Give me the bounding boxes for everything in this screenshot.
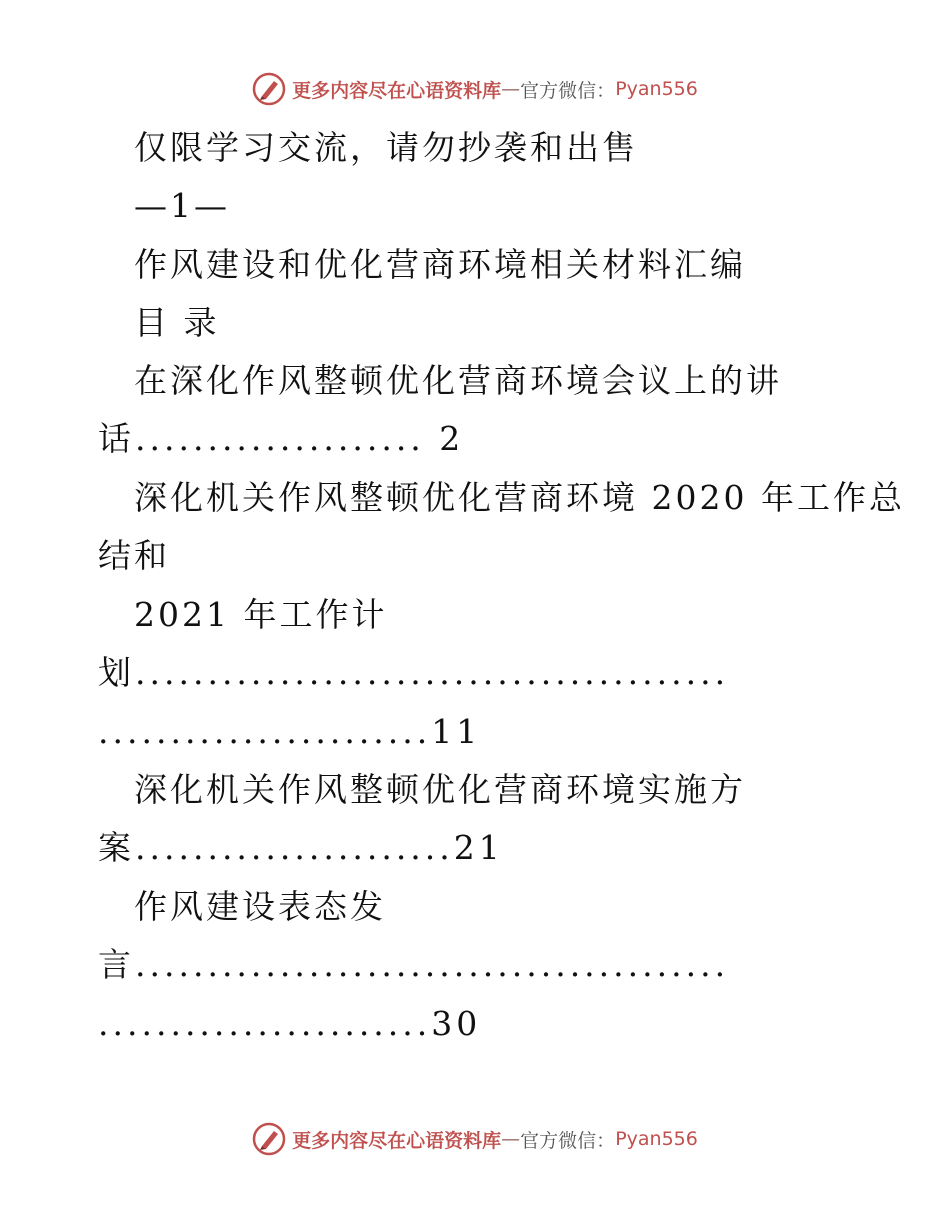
toc-item-2-title-cont: 结和 xyxy=(98,536,170,575)
banner-wechat-label: 官方微信： xyxy=(520,79,616,102)
pen-logo-icon xyxy=(252,1122,286,1156)
banner-wechat-id: Pyan556 xyxy=(615,78,698,100)
banner-site-text: 更多内容尽在心语资料库 xyxy=(292,79,502,102)
toc-item-4-title: 作风建设表态发 xyxy=(134,887,386,926)
toc-item-2-leader: 划......................................... xyxy=(98,653,730,692)
document-title: 作风建设和优化营商环境相关材料汇编 xyxy=(134,245,746,284)
banner-separator: — xyxy=(501,78,521,100)
banner-wechat-id: Pyan556 xyxy=(615,1128,698,1150)
toc-item-4-page: .......................30 xyxy=(98,1004,482,1043)
toc-item-1-title: 在深化作风整顿优化营商环境会议上的讲 xyxy=(134,361,782,400)
header-banner xyxy=(0,72,950,106)
notice-text: 仅限学习交流，请勿抄袭和出售 xyxy=(134,128,638,167)
toc-item-2-title: 深化机关作风整顿优化营商环境 2020 年工作总 xyxy=(134,478,905,517)
toc-item-4-leader: 言......................................... xyxy=(98,945,730,984)
pen-logo-icon xyxy=(252,72,286,106)
toc-item-2-title-cont2: 2021 年工作计 xyxy=(134,595,388,634)
page-number: —1— xyxy=(134,186,230,225)
toc-item-1-page: 话.................... 2 xyxy=(98,419,465,458)
footer-banner xyxy=(0,1122,950,1156)
toc-item-2-page: .......................11 xyxy=(98,712,482,751)
banner-site-text: 更多内容尽在心语资料库 xyxy=(292,1129,502,1152)
banner-separator: — xyxy=(501,1128,521,1150)
toc-heading: 目 录 xyxy=(134,303,220,342)
banner-wechat-label: 官方微信： xyxy=(520,1129,616,1152)
toc-item-3-title: 深化机关作风整顿优化营商环境实施方 xyxy=(134,770,746,809)
toc-item-3-page: 案......................21 xyxy=(98,828,504,867)
